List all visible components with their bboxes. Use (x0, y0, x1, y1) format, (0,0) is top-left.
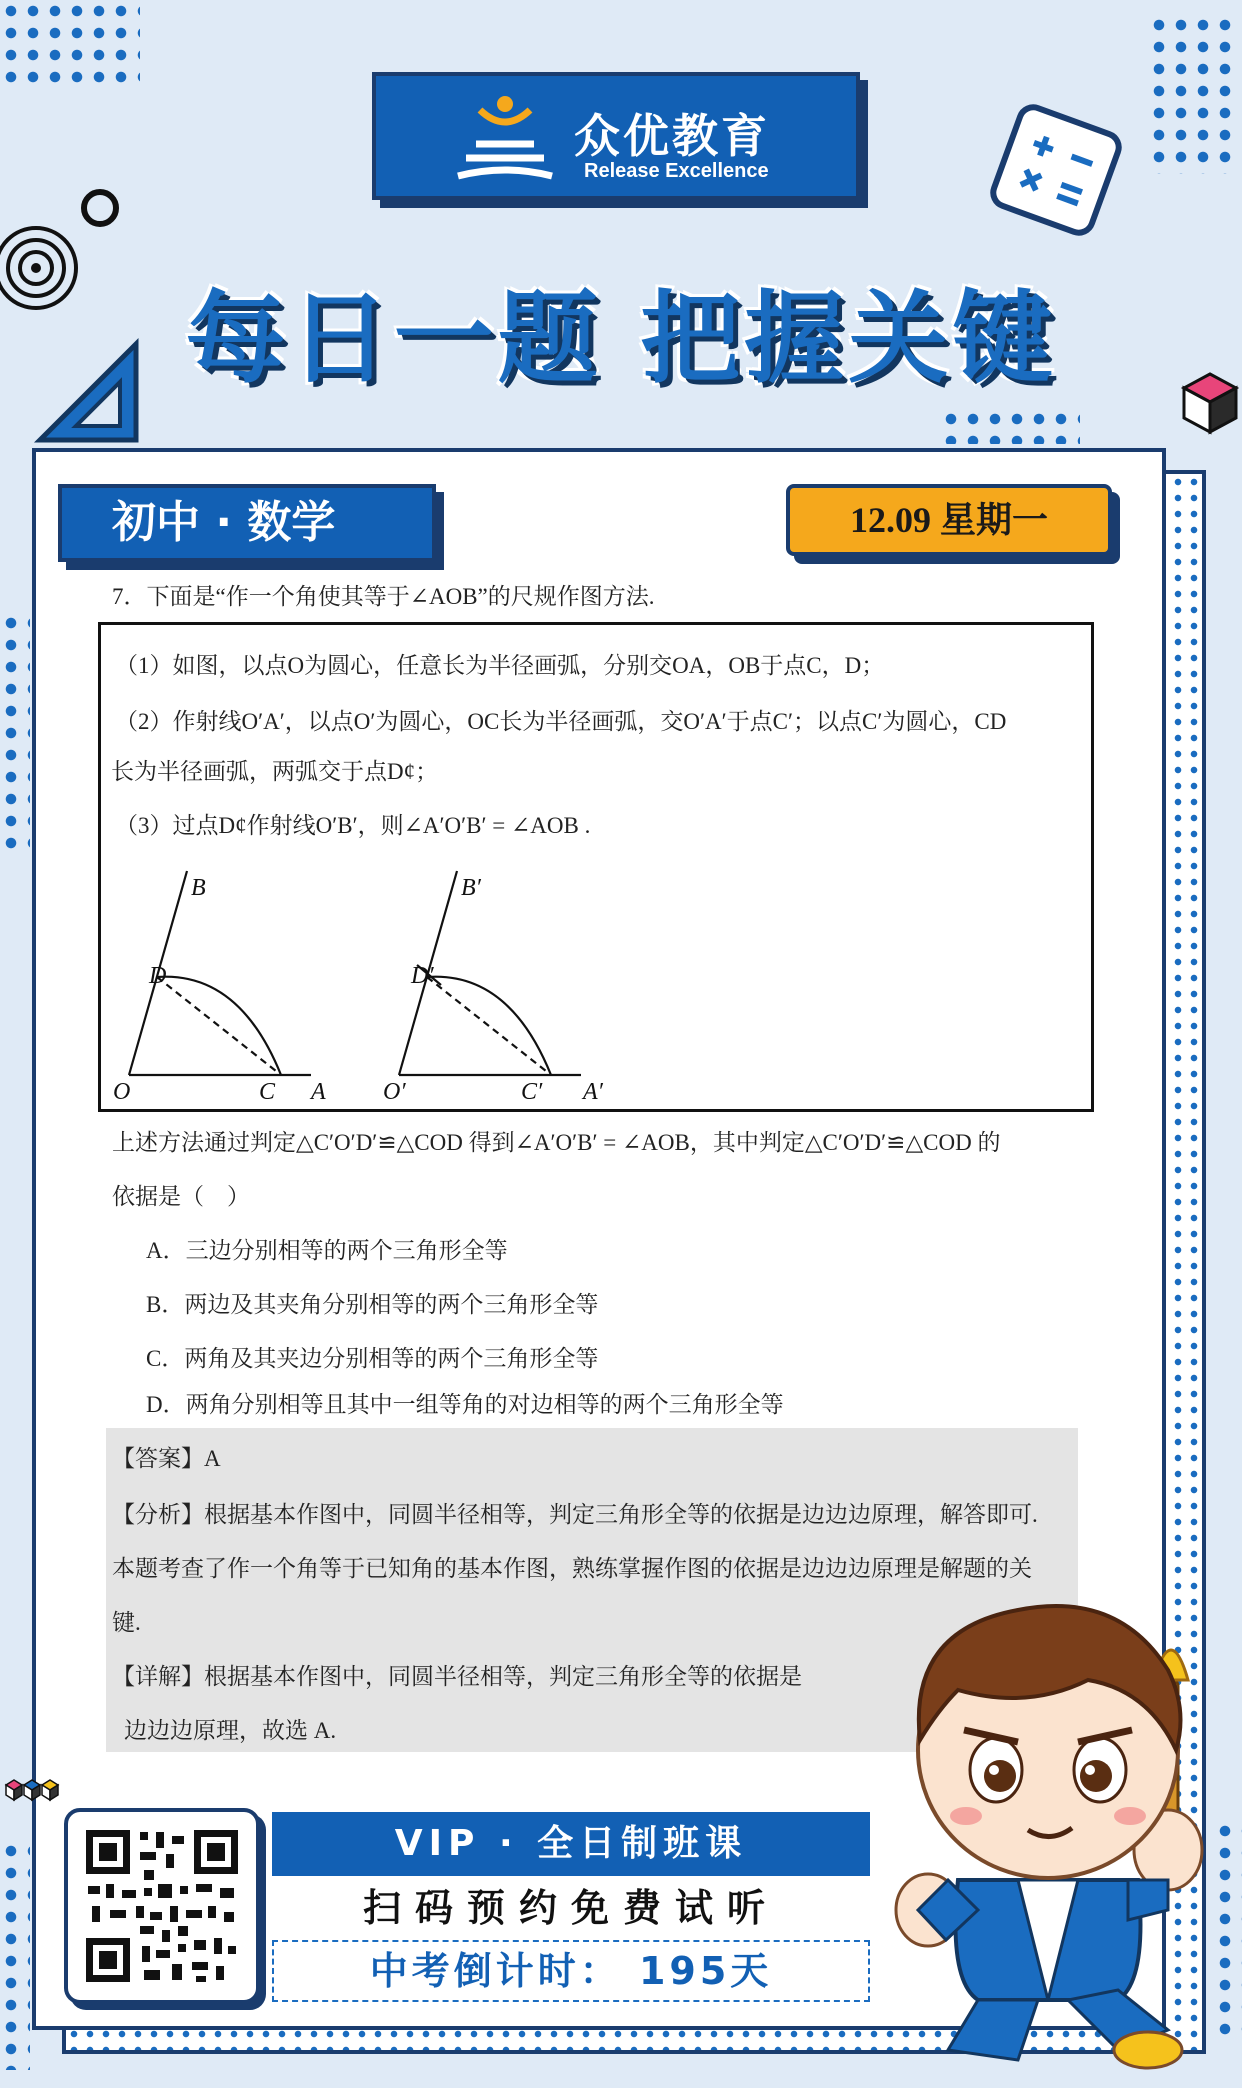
date-tag: 12.09 星期一 (786, 484, 1112, 556)
option-c: C．两角及其夹边分别相等的两个三角形全等 (146, 1346, 599, 1371)
question-stem-2: 依据是（ ） (112, 1184, 250, 1209)
label-right-d: D′ (411, 963, 434, 989)
brand-name: 众优教育 (574, 109, 770, 163)
label-right-b: B′ (461, 875, 481, 901)
mascot-character-icon (868, 1580, 1228, 2080)
label-left-a: A (311, 1079, 326, 1101)
label-right-c: C′ (521, 1079, 543, 1101)
qr-code-card[interactable] (64, 1808, 260, 2004)
construction-figure (101, 861, 621, 1101)
exam-countdown: 中考倒计时： 195天 (272, 1940, 870, 2002)
small-cubes-icon (4, 1776, 60, 1804)
qr-code-icon (82, 1826, 242, 1986)
label-right-a: A′ (583, 1079, 603, 1101)
analysis-line-3: 键. (112, 1610, 141, 1635)
label-left-d: D (149, 963, 167, 989)
dots-decoration-top-left (0, 0, 140, 90)
label-right-o: O′ (383, 1079, 406, 1101)
step-2: （2）作射线O′A′，以点O′为圆心，OC长为半径画弧，交O′A′于点C′；以点C′为圆心，CD (115, 709, 1007, 734)
option-d: D．两角分别相等且其中一组等角的对边相等的两个三角形全等 (146, 1392, 784, 1417)
subject-tag: 初中 · 数学 (58, 484, 436, 562)
analysis-line-1: 【分析】根据基本作图中，同圆半径相等，判定三角形全等的依据是边边边原理，解答即可. (112, 1502, 1038, 1527)
step-3: （3）过点D¢作射线O′B′，则∠A′O′B′ = ∠AOB . (115, 813, 591, 838)
dots-decoration-right (940, 408, 1080, 444)
dots-decoration-left-mid (0, 612, 30, 852)
label-left-b: B (191, 875, 206, 901)
logo-mark-icon (450, 90, 560, 186)
label-left-c: C (259, 1079, 276, 1101)
question-title: 7．下面是“作一个角使其等于∠AOB”的尺规作图方法. (112, 584, 655, 609)
question-stem-1: 上述方法通过判定△C′O′D′≌△COD 得到∠A′O′B′ = ∠AOB，其中判定△C′O′D′≌△COD 的 (112, 1130, 1001, 1155)
calculator-icon (986, 100, 1126, 240)
dots-decoration-top-right (1148, 14, 1238, 174)
step-2-cont: 长为半径画弧，两弧交于点D¢； (111, 759, 439, 784)
dots-decoration-bottom-left (0, 1840, 30, 2070)
detail-line-2: 边边边原理，故选 A. (124, 1718, 337, 1743)
answer-line: 【答案】A (112, 1446, 221, 1471)
step-1: （1）如图，以点O为圆心，任意长为半径画弧，分别交OA，OB于点C，D； (115, 653, 885, 678)
vip-banner: VIP · 全日制班课 (272, 1812, 870, 1876)
brand-tagline: Release Excellence (584, 160, 769, 182)
label-left-o: O (113, 1079, 131, 1101)
option-a: A．三边分别相等的两个三角形全等 (146, 1238, 508, 1263)
construction-steps-box (98, 622, 1094, 1112)
brand-logo (372, 72, 860, 200)
slogan-heading: 每日一题 把握关键 (185, 280, 1057, 397)
detail-line-1: 【详解】根据基本作图中，同圆半径相等，判定三角形全等的依据是 (112, 1664, 802, 1689)
scan-prompt: 扫码预约免费试听 (272, 1880, 870, 1936)
analysis-line-2: 本题考查了作一个角等于已知角的基本作图，熟练掌握作图的依据是边边边原理是解题的关 (112, 1556, 1032, 1581)
option-b: B．两边及其夹角分别相等的两个三角形全等 (146, 1292, 599, 1317)
